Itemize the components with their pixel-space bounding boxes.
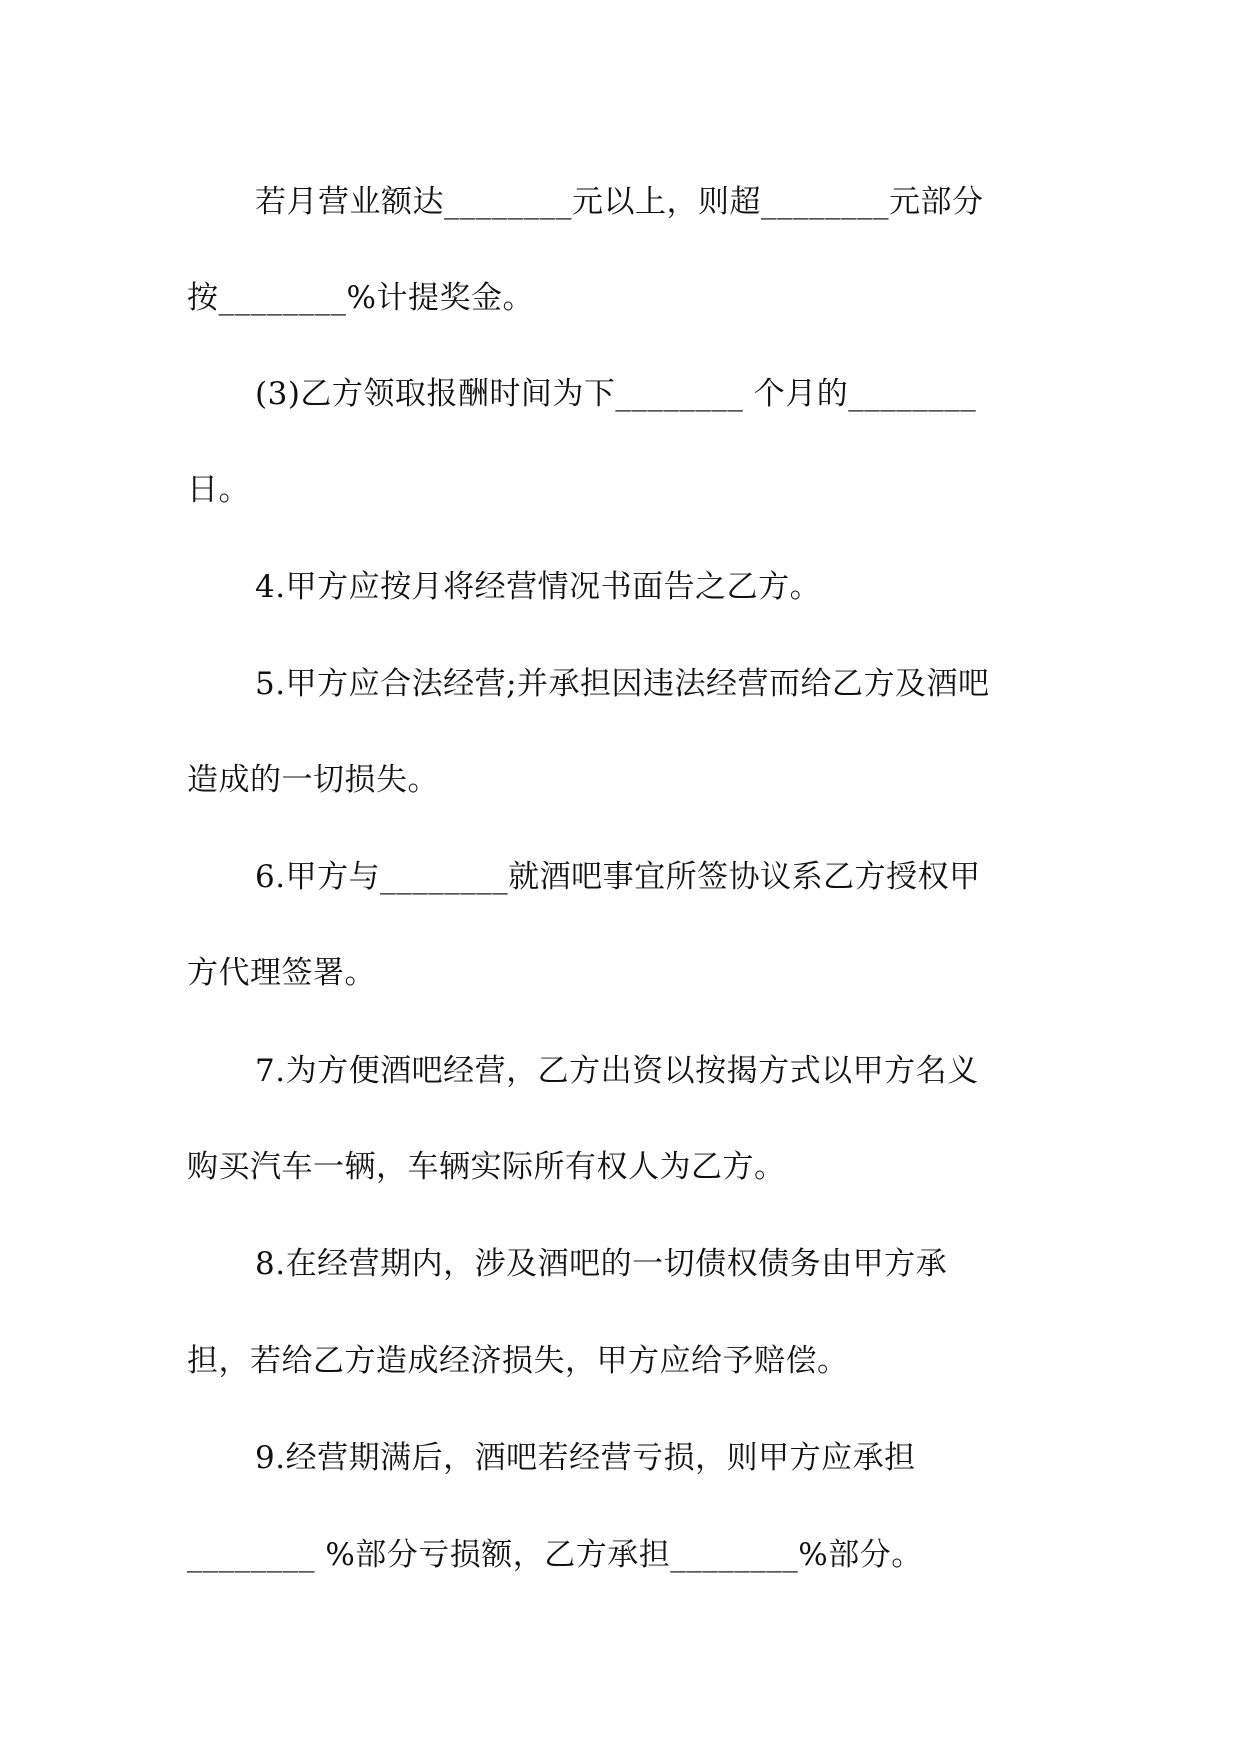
text-line: (3)乙方领取报酬时间为下________ 个月的________ bbox=[255, 376, 977, 412]
text-line: 5.甲方应合法经营;并承担因违法经营而给乙方及酒吧 bbox=[255, 666, 990, 702]
text-line: 日。 bbox=[187, 472, 250, 508]
text-line: 担，若给乙方造成经济损失，甲方应给予赔偿。 bbox=[187, 1343, 849, 1379]
text-line: ________ %部分亏损额，乙方承担________%部分。 bbox=[187, 1537, 923, 1573]
text-line: 若月营业额达________元以上，则超________元部分 bbox=[255, 184, 984, 220]
text-line: 7.为方便酒吧经营，乙方出资以按揭方式以甲方名义 bbox=[255, 1053, 979, 1089]
text-line: 4.甲方应按月将经营情况书面告之乙方。 bbox=[255, 569, 822, 605]
text-line: 造成的一切损失。 bbox=[187, 762, 439, 798]
text-line: 按________%计提奖金。 bbox=[187, 280, 534, 316]
text-line: 8.在经营期内，涉及酒吧的一切债权债务由甲方承 bbox=[255, 1246, 948, 1282]
text-line: 方代理签署。 bbox=[187, 955, 376, 991]
text-line: 6.甲方与________就酒吧事宜所签协议系乙方授权甲 bbox=[255, 859, 981, 895]
text-line: 9.经营期满后，酒吧若经营亏损，则甲方应承担 bbox=[255, 1440, 916, 1476]
text-line: 购买汽车一辆，车辆实际所有权人为乙方。 bbox=[187, 1149, 786, 1185]
